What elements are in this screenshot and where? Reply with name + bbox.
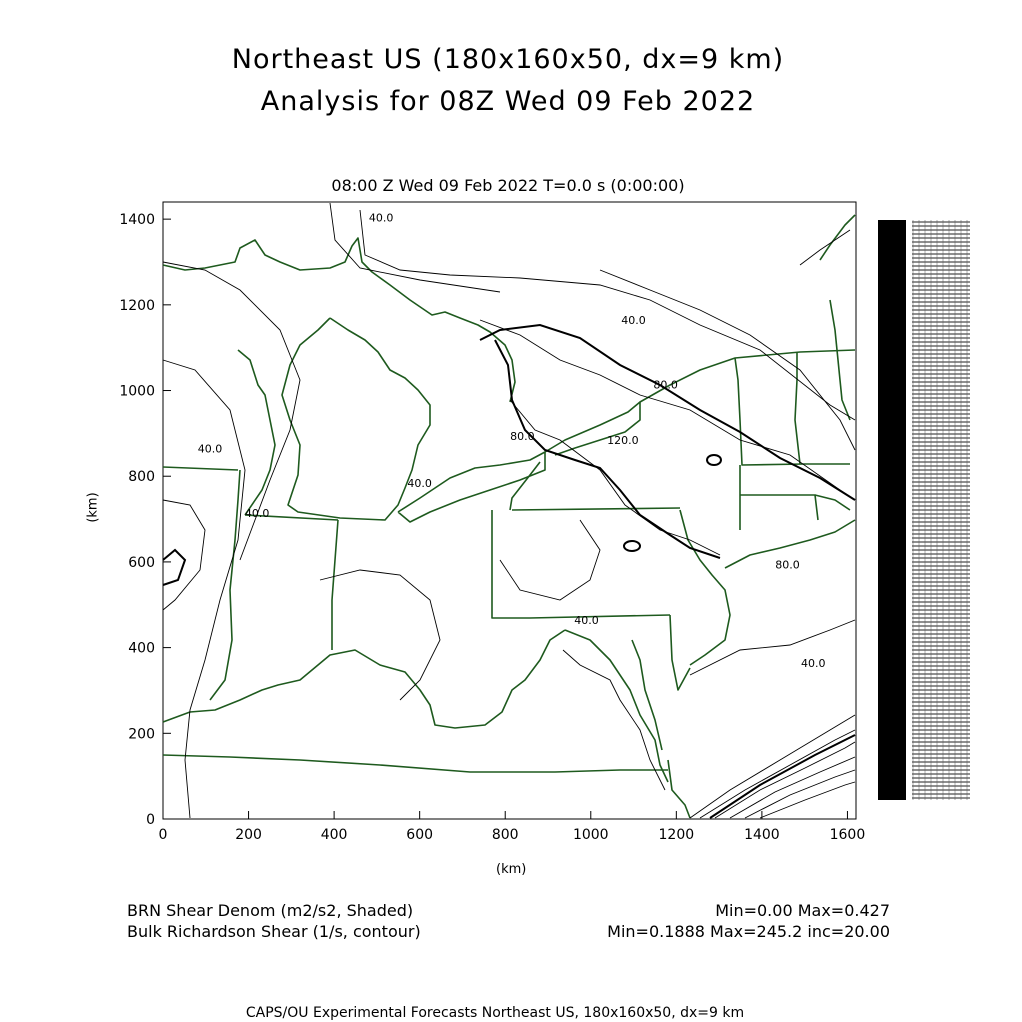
x-tick-label: 400	[320, 827, 348, 843]
shaded-field-legend: BRN Shear Denom (m2/s2, Shaded)	[127, 901, 414, 920]
x-tick-label: 1600	[829, 827, 866, 843]
contour-label: 40.0	[197, 442, 223, 456]
y-tick-label: 1200	[119, 297, 155, 314]
x-tick-label: 200	[235, 827, 262, 843]
contour-label: 40.0	[800, 656, 826, 670]
footer-credit: CAPS/OU Experimental Forecasts Northeast US, 180x160x50, dx=9 km	[245, 1005, 745, 1021]
x-axis-unit: (km)	[496, 862, 527, 877]
y-tick-label: 600	[128, 554, 155, 571]
y-tick-label: 200	[128, 726, 155, 743]
contour-label: 80.0	[510, 429, 535, 443]
contour-label: 40.0	[244, 506, 270, 520]
y-axis-unit: (km)	[85, 492, 101, 523]
contour-field-stats: Min=0.1888 Max=245.2 inc=20.00	[607, 922, 890, 941]
plot-valid-time: 08:00 Z Wed 09 Feb 2022 T=0.0 s (0:00:00)	[331, 176, 685, 195]
x-tick-label: 1400	[744, 827, 780, 843]
contour-label: 80.0	[775, 558, 800, 572]
y-tick-label: 1400	[119, 212, 155, 229]
colorbar	[878, 220, 906, 800]
contour-label: 120.0	[607, 434, 639, 448]
plot-analysis-time: Analysis for 08Z Wed 09 Feb 2022	[260, 86, 756, 117]
contour-label: 40.0	[621, 314, 646, 328]
y-tick-label: 400	[128, 640, 155, 657]
y-tick-label: 1000	[119, 383, 155, 400]
plot-title: Northeast US (180x160x50, dx=9 km)	[231, 44, 785, 75]
contour-label: 40.0	[574, 614, 599, 628]
x-tick-label: 0	[158, 827, 168, 843]
colorbar-labels	[912, 220, 970, 800]
y-tick-label: 800	[128, 469, 155, 486]
x-tick-label: 1200	[658, 827, 695, 843]
x-tick-label: 600	[406, 827, 434, 843]
x-tick-label: 1000	[572, 827, 609, 843]
contour-field-legend: Bulk Richardson Shear (1/s, contour)	[127, 922, 421, 941]
x-tick-label: 800	[491, 827, 519, 843]
contour-label: 80.0	[653, 378, 678, 392]
contour-label: 40.0	[407, 476, 432, 490]
y-tick-label: 0	[146, 812, 155, 828]
shaded-field-stats: Min=0.00 Max=0.427	[715, 901, 890, 920]
contour-label: 40.0	[368, 211, 394, 225]
